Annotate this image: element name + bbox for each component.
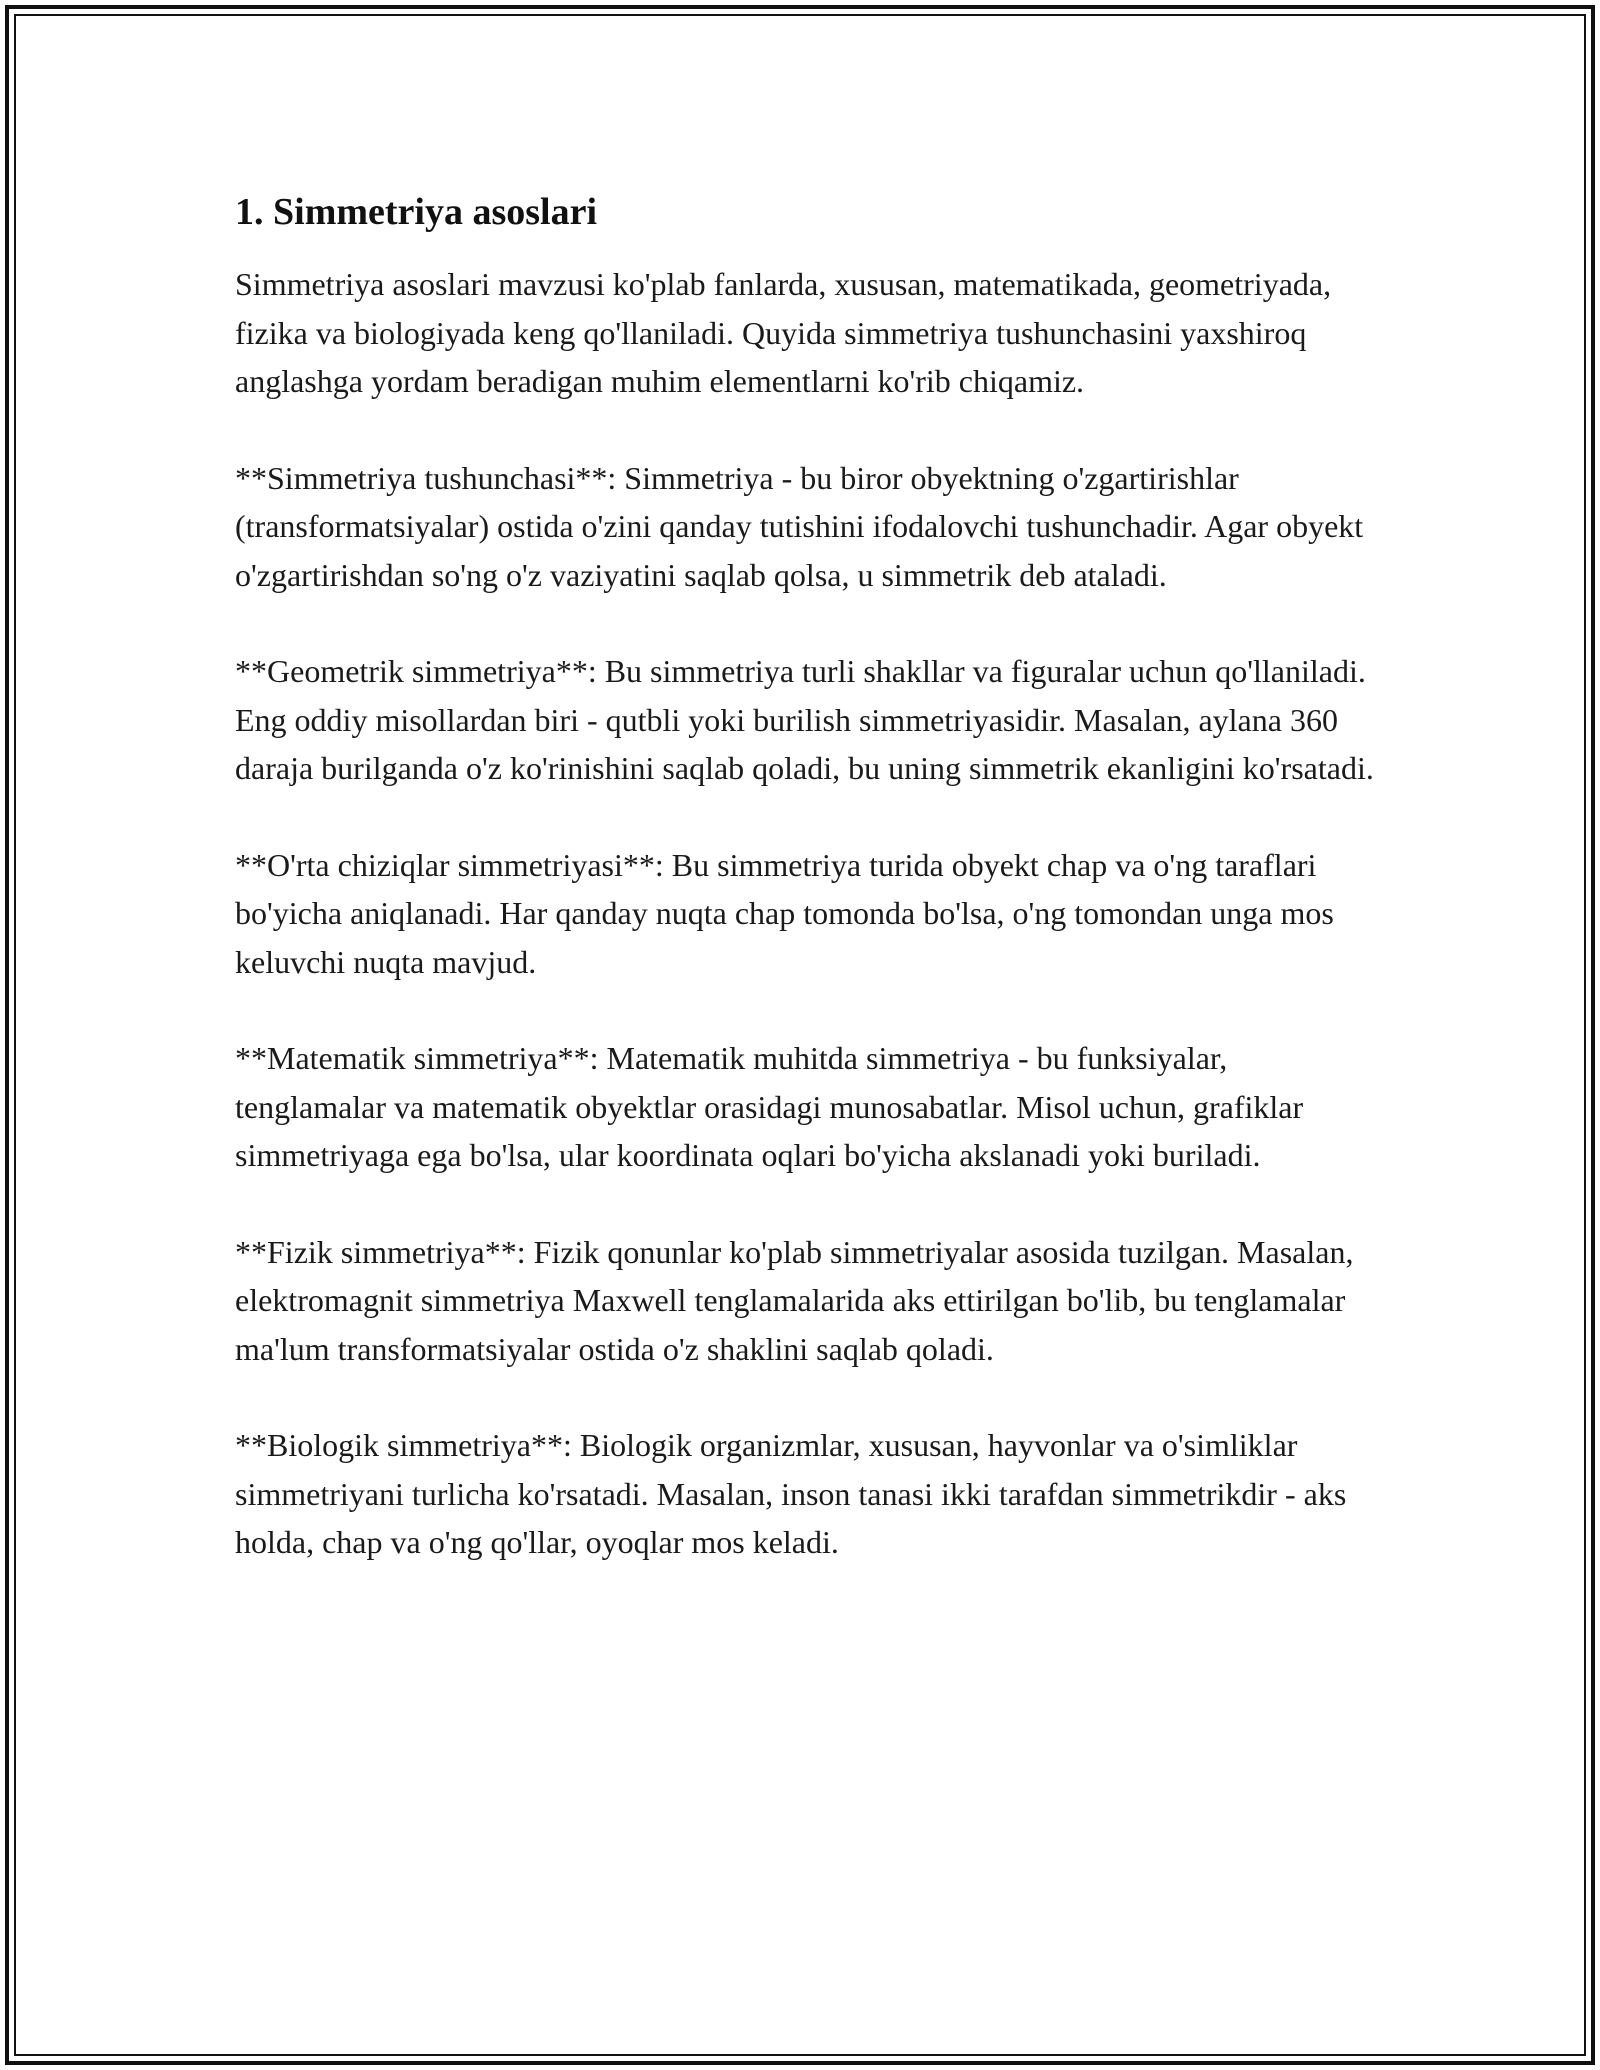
paragraph-symmetry-concept: **Simmetriya tushunchasi**: Simmetriya - bu biror obyektning o'zgartirishlar (transformatsiyalar) ostida o'zini qanday tutishini ifodalovchi tushunchadir. Agar obyekt o'zgartirishdan so'ng o'z vaziyatini saqlab qolsa, u simmetrik deb ataladi. [235, 459, 1364, 593]
paragraph-mathematical-symmetry: **Matematik simmetriya**: Matematik muhitda simmetriya - bu funksiyalar, tenglamalar va matematik obyektlar orasidagi munosabatlar. Misol uchun, grafiklar simmetriyaga ega bo'lsa, ular koordinata oqlari bo'yicha akslanadi yoki buriladi. [235, 1040, 1304, 1173]
section-heading: 1. Simmetriya asoslari [235, 191, 598, 233]
paragraph-midline-symmetry: **O'rta chiziqlar simmetriyasi**: Bu simmetriya turida obyekt chap va o'ng taraflari bo'yicha aniqlanadi. Har qanday nuqta chap tomonda bo'lsa, o'ng tomondan unga mos keluvchi nuqta mavjud. [235, 846, 1334, 980]
paragraph-biological-symmetry: **Biologik simmetriya**: Biologik organizmlar, xususan, hayvonlar va o'simliklar simmetriyani turlicha ko'rsatadi. Masalan, inson tanasi ikki tarafdan simmetrikdir - aks holda, chap va o'ng qo'llar, oyoqlar mos keladi. [235, 1427, 1347, 1560]
document-body [235, 188, 1375, 1615]
paragraph-physical-symmetry: **Fizik simmetriya**: Fizik qonunlar ko'plab simmetriyalar asosida tuzilgan. Masalan, elektromagnit simmetriya Maxwell tenglamalarida aks ettirilgan bo'lib, bu tenglamalar ma'lum transformatsiyalar ostida o'z shaklini saqlab qoladi. [235, 1233, 1354, 1367]
paragraph-intro: Simmetriya asoslari mavzusi ko'plab fanlarda, xususan, matematikada, geometriyada, fizika va biologiyada keng qo'llaniladi. Quyida simmetriya tushunchasini yaxshiroq anglashga yordam beradigan muhim elementlarni ko'rib chiqamiz. [235, 266, 1332, 399]
paragraph-geometric-symmetry: **Geometrik simmetriya**: Bu simmetriya turli shakllar va figuralar uchun qo'llaniladi. Eng oddiy misollardan biri - qutbli yoki burilish simmetriyasidir. Masalan, aylana 360 daraja burilganda o'z ko'rinishini saqlab qoladi, bu uning simmetrik ekanligini ko'rsatadi. [235, 653, 1374, 786]
